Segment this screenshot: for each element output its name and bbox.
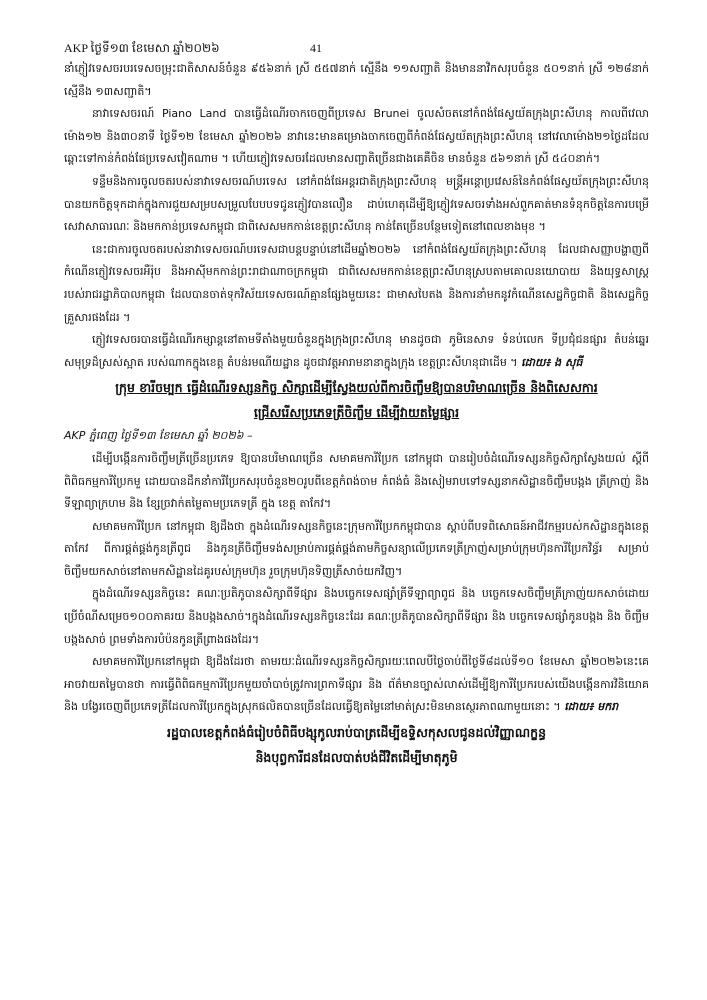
- article2-paragraph-1: ដើម្បីបង្កើនការចិញ្ចឹមត្រីច្រើនប្រភេទ ឱ្យបានបរិមាណច្រើន សមាគមការីប្រែក នៅកម្ពុជា បានរៀបចំដំណើរទស្សនកិច្ចសិក្សាស្វែងយល់ ស្តីពី ពិពិធកម្មការីប្រែកមួ ដោយបានដឹកនាំការីប្រែកសរុបចំនួន២០រូបពីខេត្តកំពង់ចាម កំពង់ធំ និងសៀមរាបទៅទស្សនាកសិដ្ឋានចិញ្ចឹមបង្កង ត្រីក្រាញ់ និង ទីឡាព្យាក្រហម និង ខ្សែច្រវាក់តម្លៃតាមប្រភេទត្រី ក្នុង ខេត្ត តាកែវ។: [64, 451, 649, 511]
- article2-paragraph-3: ក្នុងដំណើរទស្សនកិច្ចនេះ គណៈប្រតិភូបានសិក្សាពីទីផ្សារ និងបច្ចេកទេសផ្សាំត្រីទីឡាព្យាពូជ និង បច្ចេកទេសចិញ្ចឹមត្រីក្រាញ់យកសាច់ដោយប្រើចំណីសម្រេច១០០ភាគរយ និងបង្កងសាច់។ក្នុងដំណើរទស្សនកិច្ចនេះដែរ គណៈប្រតិភូបានសិក្សាពីទីផ្សារ និង បច្ចេកទេសផ្សាំកូនបង្កង និង ចិញ្ចឹមបង្កងសាច់ ព្រមទាំងការបំប៉នកូនត្រីព្រាងផងដែរ។: [64, 587, 649, 646]
- article2-paragraph-4-text: សមាគមការីប្រែកនៅកម្ពុជា ឱ្យដឹងដែរថា តាមរយៈដំណើរទស្សនកិច្ចសិក្សារយៈពេលបីថ្ងៃចាប់ពីថ្ងៃទី៨ដល់ទី១០ ខែមេសា ឆ្នាំ២០២៦នេះគេអាចវាយតម្លៃបានថា ការធ្វើពិពិធកម្មការីប្រែកមួយចាំបាច់ត្រូវការព្រកាទីផ្សារ និង ព័ត៌មានច្បាស់លាស់ដើម្បីឱ្យការីប្រែករបស់យើងបង្កើនការវិនិយោគ និង បង្វែរចេញពីប្រភេទត្រីដែលការីប្រែកក្នុងស្រុកផលិតបានច្រើនដែលធ្វើឱ្យតម្លៃនៅមាត់ស្រះមិនមានស្ថេរភាពណាមួយនោះ ។: [64, 655, 649, 714]
- article1-author: ដោយ៖ ង សុធី: [521, 355, 583, 369]
- article3-headline-line-1: រដ្ឋបាលខេត្តកំពង់ធំរៀបចំពិធីបង្សុកូលរាប់បាត្រដើម្បីឧទ្ទិសកុសលជូនដល់វិញ្ញាណក្ខន្ធ: [166, 725, 547, 741]
- article2-headline-line-2: ជ្រើសរើសប្រភេទត្រីចិញ្ចឹម ដើម្បីវាយតម្លៃផ្សារ: [253, 405, 460, 421]
- article-cruise-ship: [64, 58, 649, 374]
- article1-paragraph-5-text: ភ្ញៀវទេសចរបានធ្វើដំណើរកម្សាន្តនៅតាមទីតាំងមួយចំនួនក្នុងក្រុងព្រះសីហនុ មានដូចជា ភូមិនេសាទ ទំនប់លេក ទីប្រជុំជនផ្សារ តំបន់ឆ្នេរសមុទ្រដ៏ស្រស់ស្អាត របស់ណាកក្នុងខេត្ត តំបន់រមណីយដ្ឋាន ដូចជាវត្តអារាមនានាក្នុងក្រុង ខេត្តព្រះសីហនុជាដើម ។: [64, 333, 649, 369]
- article1-paragraph-3: ទន្ទឹមនិងការចូលចតរបស់នាវាទេសចរណ៍បរទេស នៅកំពង់ផែអន្តរជាតិក្រុងព្រះសីហនុ មន្ត្រីអន្តោប្រវេសន៍នៃកំពង់ផែស្វយ័តក្រុងព្រះសីហនុ បានយកចិត្តទុកដាក់ក្នុងការជួយសម្របសម្រួលបែបបទជូនភ្ញៀវបានលឿន ដាប់ហេតុដើម្បីឱ្យភ្ញៀវទេសចរទាំងអស់ពួកគាត់មានទំនុកចិត្តនៃការបម្រើសេវាសាធារណៈ និងមកកាន់ប្រទេសកម្ពុជា ជាពិសេសមកកាន់ខេត្តព្រះសីហនុ កាន់តែច្រើនបន្ថែមទៀតនៅពេលខាងមុខ ។: [64, 174, 649, 234]
- article1-paragraph-2: នាវាទេសចរណ៍ Piano Land បានធ្វើដំណើរចាកចេញពីប្រទេស Brunei ចូលសំចតនៅកំពង់ផែស្វយ័តក្រុងព្រះសីហនុ កាលពីវេលាម៉ោង១២ និង៣០នាទី ថ្ងៃទី១២ ខែមេសា ឆ្នាំ២០២៦ នាវានេះមានគម្រោងចាកចេញពីកំពង់ផែស្វយ័តក្រុងព្រះសីហនុ នៅវេលាម៉ោង២១ថ្ងៃដដែល ឆ្ពោះទៅកាន់កំពង់ផែប្រទេសវៀតណាម ។ ហើយភ្ញៀវទេសចរដែលមានសញ្ជាតិច្រើនជាងគេគឺចិន មានចំនួន ៥៦១នាក់ ស្រី ៥៤០នាក់។: [64, 107, 649, 166]
- article2-headline-line-1: ក្រុម ខារីចម្បក ធ្វើដំណើរទស្សនកិច្ច សិក្សាដើម្បីស្វែងយល់ពីការចិញ្ចឹមឱ្យបានបរិមាណច្រើន និងពិសេសការ: [115, 380, 598, 396]
- article2-author: ដោយ៖ មករា: [564, 700, 619, 714]
- article1-paragraph-4: នេះជាការចូលចតរបស់នាវាទេសចរណ៍បរទេសជាបន្តបន្ទាប់នៅដើមឆ្នាំ២០២៦ នៅកំពង់ផែស្វយ័តក្រុងព្រះសីហនុ ដែលជាសញ្ញាបង្ហាញពីកំណើនភ្ញៀវទេសចរអឺរ៉ុប និងអាស៊ីមកកាន់ព្រះរាជាណាចក្រកម្ពុជា ជាពិសេសមកកាន់ខេត្តព្រះសីហនុស្របតាមគោលនយោបាយ និងយុទ្ធសាស្ត្ររបស់រាជរដ្ឋាភិបាលកម្ពុជា ដែលបានចាត់ទុកវិស័យទេសចរណ៍គ្មានផ្សែងមួយនេះ ជាមាសបៃតង និងការនាំមកនូវកំណើនសេដ្ឋកិច្ចជាតិ និងសេដ្ឋកិច្ចគ្រួសារផងដែរ ។: [64, 242, 649, 324]
- header-dateline: AKP ថ្ងៃទី១៣ ខែមេសា ឆ្នាំ២០២៦: [64, 41, 220, 55]
- page-number: 41: [310, 41, 322, 55]
- article1-paragraph-1: នាំភ្ញៀវទេសចរបរទេសចម្រុះជាតិសាសន៍ចំនួន ៩៥៦នាក់ ស្រី ៥៥៧នាក់ ស្មើនឹង ១១សញ្ជាតិ និងមាននាវិកសរុបចំនួន ៥០១នាក់ ស្រី ១២៨នាក់ ស្មើនឹង ១៣សញ្ជាតិ។: [64, 62, 649, 98]
- article-fish-farming: [64, 376, 649, 719]
- article3-headline-line-2: និងបុព្វការីជនដែលបាត់បង់ជីវិតដើម្បីមាតុភូមិ: [255, 750, 458, 766]
- article2-paragraph-2: សមាគមការីប្រែក នៅកម្ពុជា ឱ្យដឹងថា ក្នុងដំណើរទស្សនកិច្ចនេះក្រុមការីប្រែកកម្ពុជាបាន ស្តាប់ពីបទពិសោធន៍អាជីវកម្មរបស់កសិដ្ឋានក្នុងខេត្តតាកែវ ពីការផ្គត់ផ្គង់កូនត្រីពូជ និងកូនត្រីចិញ្ចឹមទង់សម្រាប់ការផ្គត់ផ្គង់តាមកិច្ចសន្យាលើប្រភេទត្រីក្រាញ់សម្រាប់ក្រុមហ៊ុនការីប្រែកវិន្ធ័រ សម្រាប់ចិញ្ចឹមយកសាច់នៅតាមកសិដ្ឋានដៃគូរបស់ក្រុមហ៊ុន រួចក្រុមហ៊ុនទិញត្រីសាច់យកវិញ។: [64, 519, 649, 578]
- article2-dateline: AKP ភ្នំពេញ ថ្ងៃទី១៣ ខែមេសា ឆ្នាំ ២០២៦ –: [64, 429, 253, 443]
- article1-paragraph-5: [64, 329, 649, 374]
- article2-paragraph-4: [64, 651, 649, 719]
- page-header: [64, 38, 649, 58]
- article-memorial-ceremony: [64, 721, 649, 769]
